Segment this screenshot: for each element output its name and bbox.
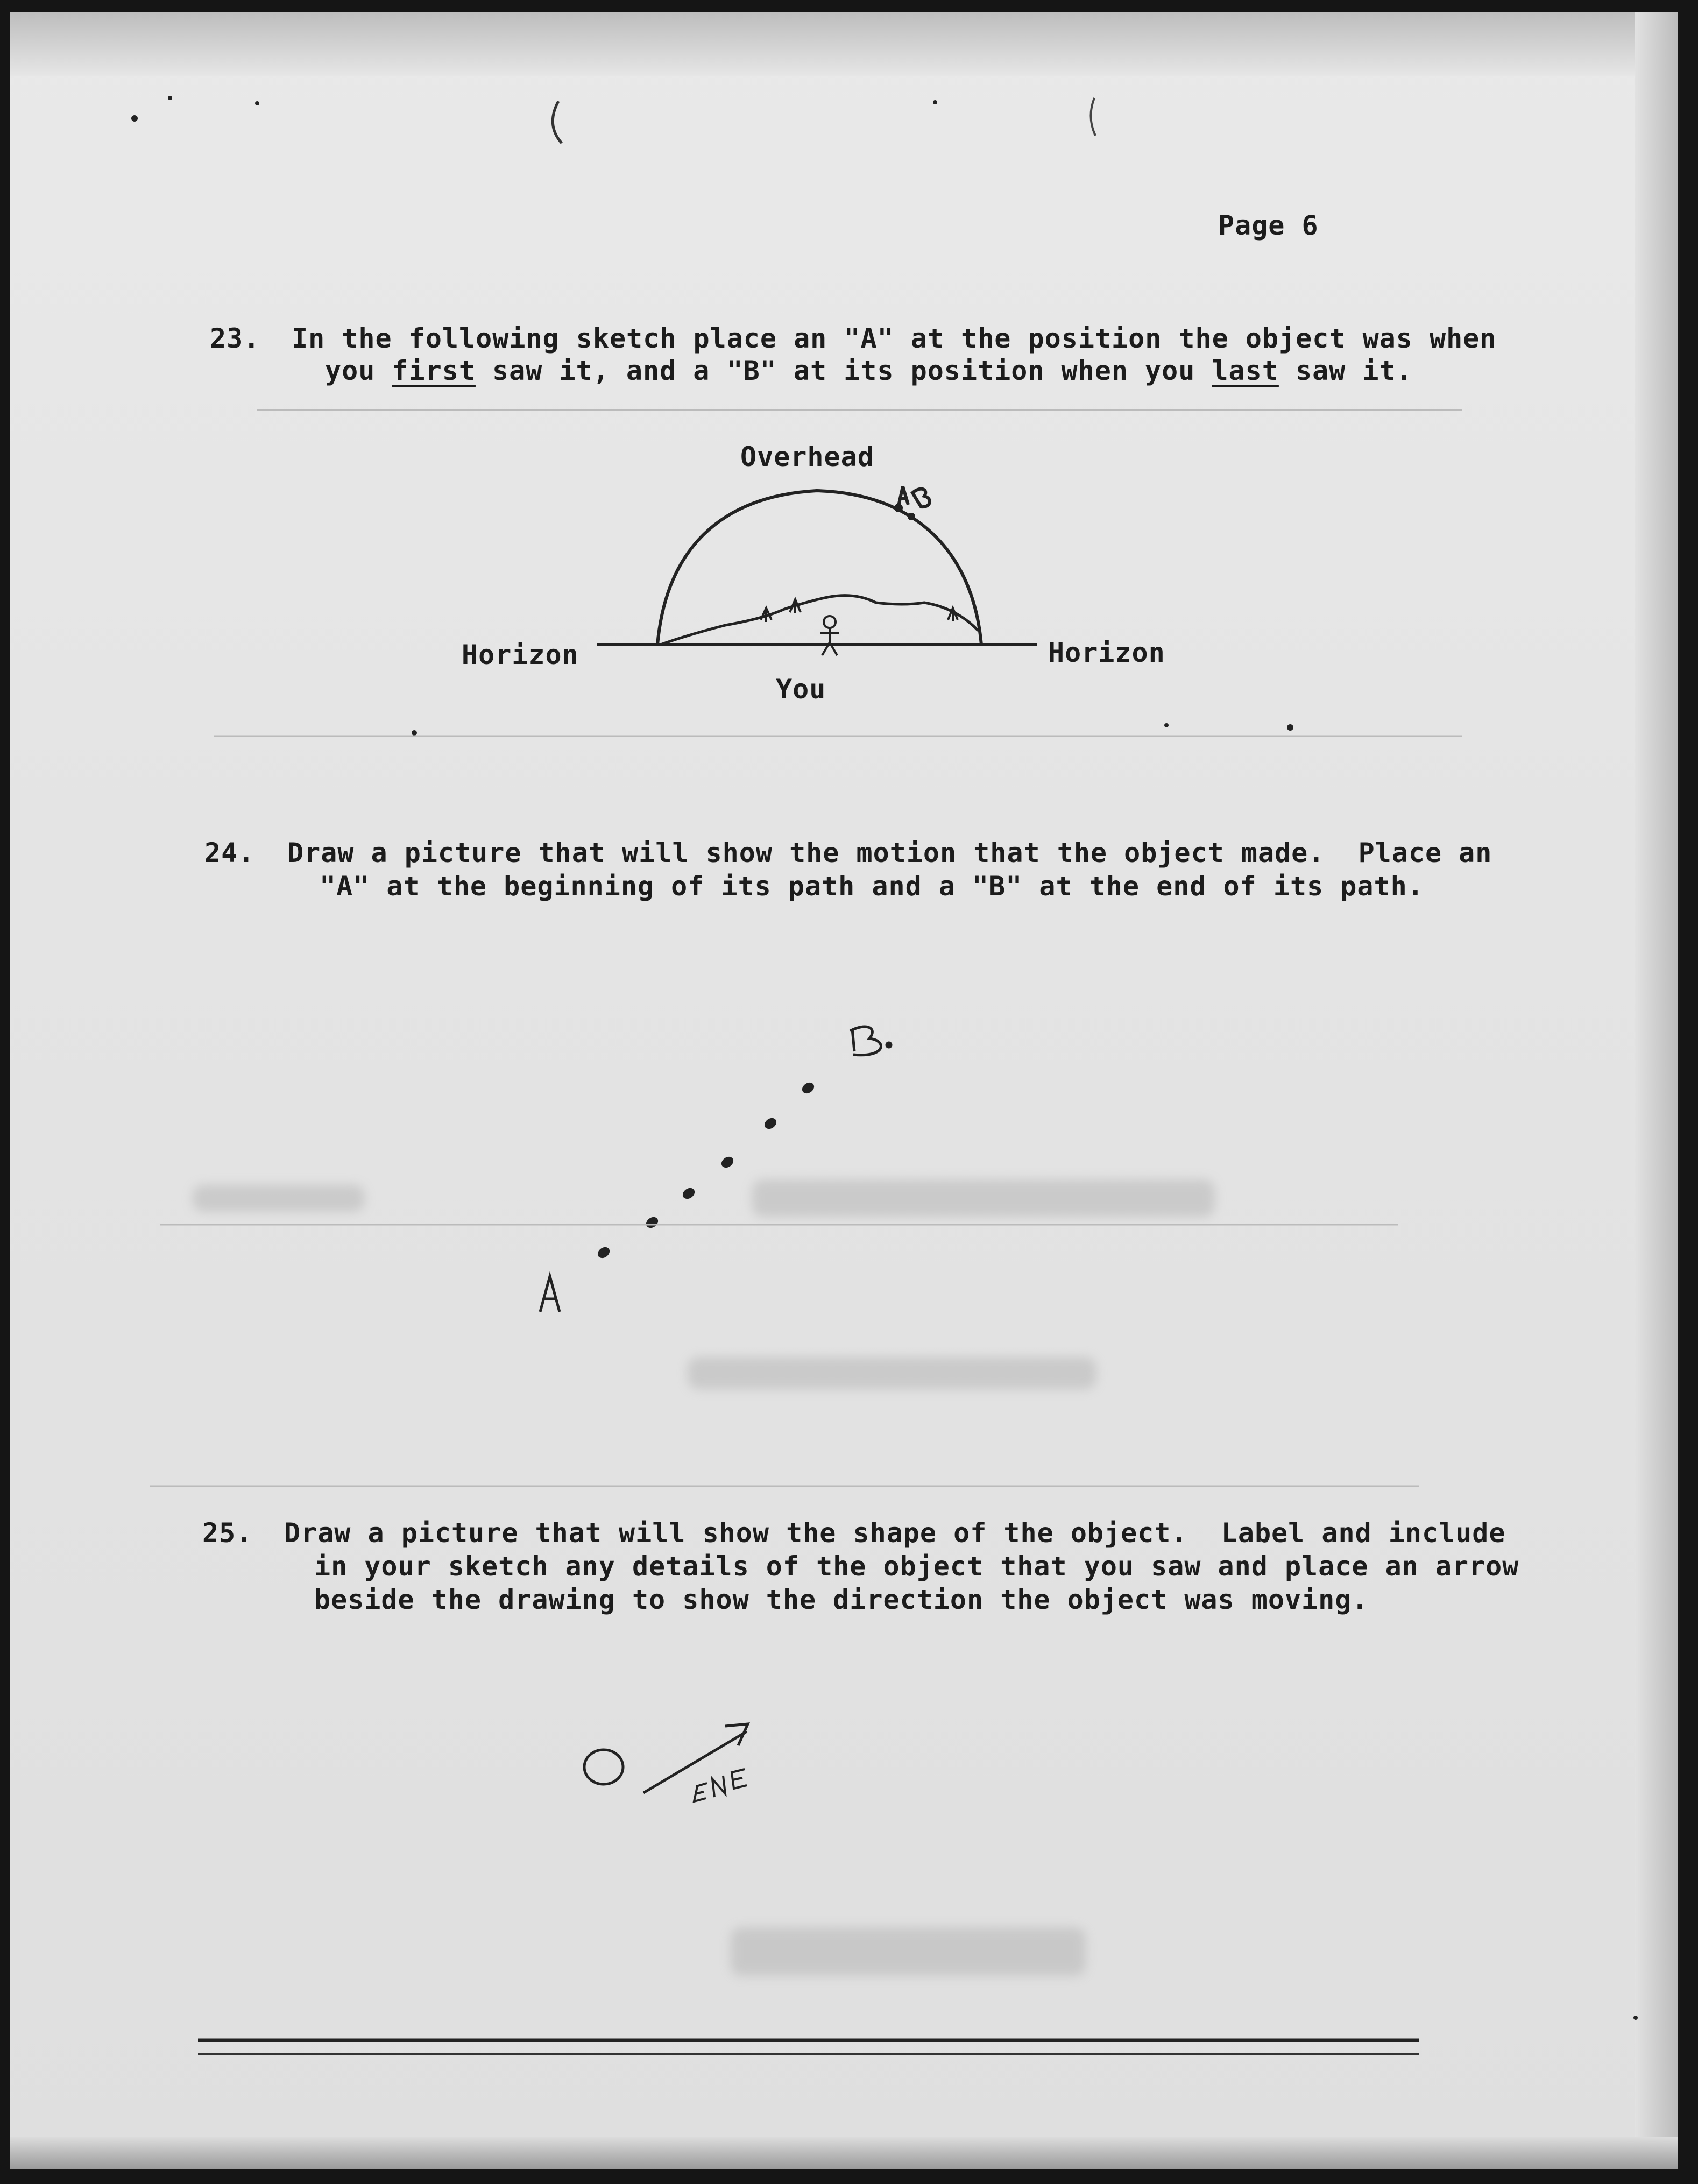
sketch-label-horizon-left: Horizon (462, 639, 579, 670)
q25-text-line1: Draw a picture that will show the shape of the object. Label and include (284, 1517, 1506, 1549)
tree-icon (790, 599, 801, 613)
tree-icon (761, 608, 772, 622)
handwritten-a-start (540, 1276, 560, 1312)
object-last-position-dot (908, 513, 915, 520)
q25-text-line3: beside the drawing to show the direction the object was moving. (314, 1584, 1369, 1615)
sketch-label-overhead: Overhead (740, 441, 874, 472)
observer-figure-icon (820, 616, 839, 655)
q23-underlined-first: first (392, 355, 476, 386)
q23-line2-part: saw it, and a "B" at its position when you (475, 355, 1212, 386)
drawings-layer (10, 12, 1678, 2169)
q23-number: 23. (210, 323, 260, 354)
scan-mark (553, 101, 562, 143)
handwritten-ene-label (694, 1769, 747, 1801)
page-number: Page 6 (1218, 210, 1319, 241)
object-first-position-dot (894, 504, 903, 512)
handwritten-b-end (850, 1027, 891, 1055)
q24-number: 24. (204, 837, 255, 868)
motion-path-dots (596, 1080, 816, 1261)
scan-mark (1091, 98, 1095, 136)
q25-text-line2: in your sketch any details of the object that you saw and place an arrow (314, 1551, 1519, 1582)
q23-text-line1: In the following sketch place an "A" at the position the object was when (292, 323, 1497, 354)
object-shape-sketch (584, 1750, 623, 1784)
q25-number: 25. (202, 1517, 253, 1549)
sketch-label-horizon-right: Horizon (1048, 637, 1165, 668)
q23-line2-part: saw it. (1278, 355, 1413, 386)
document-page (10, 12, 1678, 2169)
q24-text-line1: Draw a picture that will show the motion that the object made. Place an (287, 837, 1492, 868)
q23-underlined-last: last (1212, 355, 1279, 386)
sketch-label-you: You (776, 674, 826, 705)
q24-text-line2: "A" at the beginning of its path and a "B" at the end of its path. (320, 871, 1424, 902)
q23-line2-part: you (325, 355, 392, 386)
bleed-through-lines (150, 410, 1462, 1486)
terrain-line (661, 596, 978, 645)
direction-arrow-icon (643, 1731, 747, 1793)
handwritten-a-b-marks (898, 486, 930, 507)
sky-dome-arc (657, 491, 981, 645)
scan-specks (131, 96, 1638, 2020)
